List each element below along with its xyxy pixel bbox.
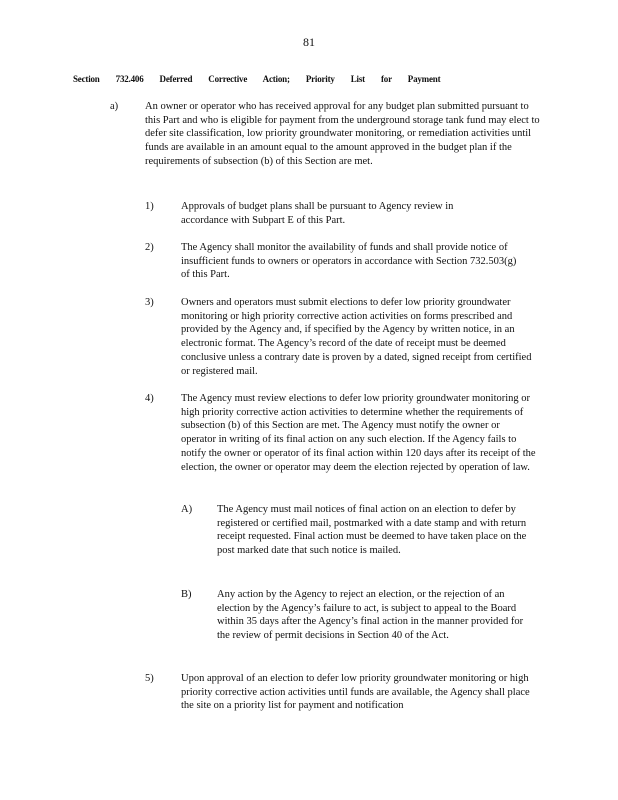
- item-3-label: 3): [145, 297, 154, 308]
- item-4-label: 4): [145, 393, 154, 404]
- page-number: 81: [303, 35, 315, 49]
- section-heading: Section 732.406 Deferred Corrective Action; Priority List for Payment: [73, 74, 441, 84]
- subitem-a-text: The Agency must mail notices of final action on an election to defer by registered or certified mail, postmarked with a date stamp and with return receipt requested. Final action must be deemed to have taken place on the post marked date that such notice is mailed.: [217, 504, 527, 557]
- subsection-a-label: a): [110, 101, 119, 112]
- subsection-a-text: An owner or operator who has received approval for any budget plan submitted pursuant to this Part and who is eligible for payment from the underground storage tank fund may elect to defer site classification, low priority groundwater monitoring, or remediation activities until funds are available in an amount equal to the amount approved in the budget plan if the requirements of subsection (b) of this Section are met.: [145, 101, 540, 167]
- item-1-label: 1): [145, 201, 154, 212]
- item-3-text: Owners and operators must submit elections to defer low priority groundwater monitoring or high priority corrective action activities on forms prescribed and provided by the Agency and, if specified by the Agency by written notice, in an electronic format. The Agency’s record of the date of receipt must be deemed conclusive unless a contrary date is proven by a dated, signed receipt from certified or registered mail.: [181, 297, 532, 377]
- subitem-b-label: B): [181, 589, 192, 600]
- item-1-text: Approvals of budget plans shall be pursuant to Agency review in accordance with Subpart E of this Part.: [181, 201, 454, 226]
- item-2-text: The Agency shall monitor the availability of funds and shall provide notice of insufficient funds to owners or operators in accordance with Section 732.503(g) of this Part.: [181, 242, 517, 281]
- subitem-a-label: A): [181, 504, 193, 515]
- item-4-text: The Agency must review elections to defer low priority groundwater monitoring or high priority corrective action activities to determine whether the requirements of subsection (b) of this Section are met. The Agency must notify the owner or operator in writing of its final action on any such election. If the Agency fails to notify the owner or operator of its final action within 120 days after its receipt of the election, the owner or operator may deem the election rejected by operation of law.: [181, 393, 536, 473]
- item-5-text: Upon approval of an election to defer low priority groundwater monitoring or high priority corrective action activities until funds are available, the Agency shall place the site on a priority list for payment and notification: [181, 673, 530, 712]
- item-2-label: 2): [145, 242, 154, 253]
- subitem-b-text: Any action by the Agency to reject an election, or the rejection of an election by the Agency’s failure to act, is subject to appeal to the Board within 35 days after the Agency’s final action in the manner provided for the review of permit decisions in Section 40 of the Act.: [217, 589, 524, 642]
- item-5-label: 5): [145, 673, 154, 684]
